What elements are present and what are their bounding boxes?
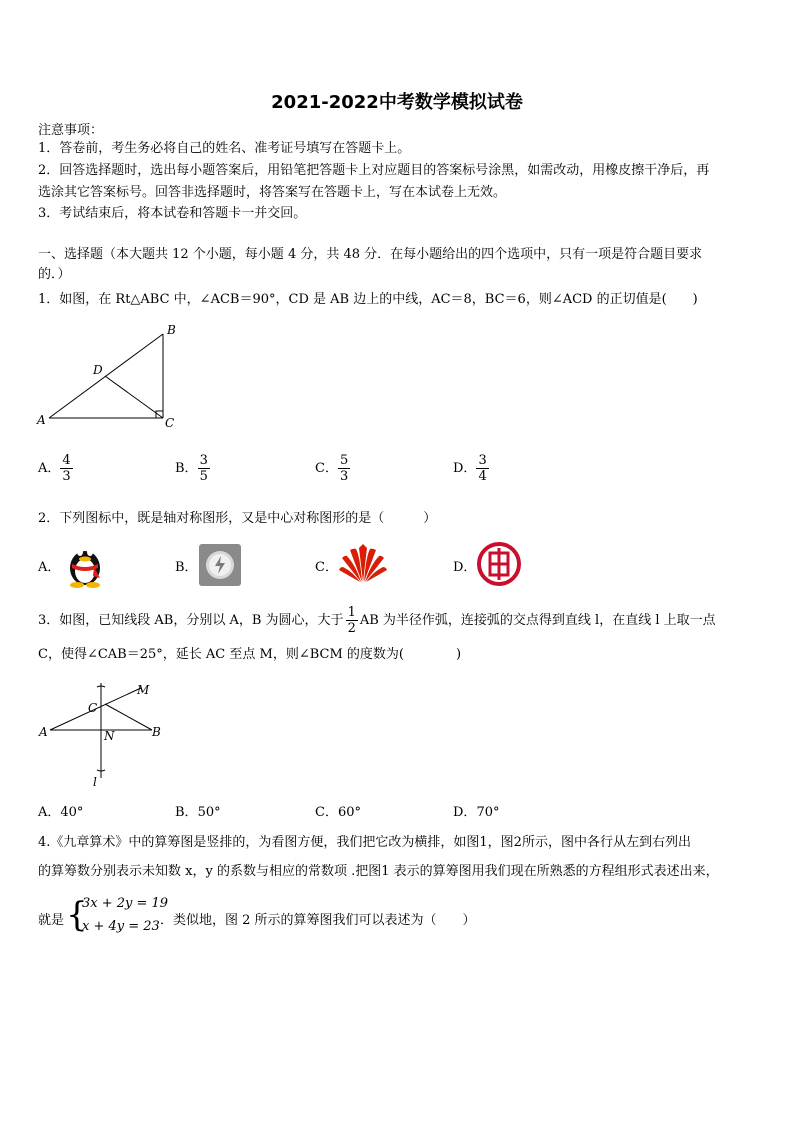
fig-label-b: B [167, 323, 176, 337]
section-heading: 一、选择题（本大题共 12 个小题，每小题 4 分，共 48 分．在每小题给出的四个选项中，只有一项是符合题目要求 [38, 247, 703, 262]
fig-label-a: A [39, 725, 48, 739]
page-title: 2021-2022中考数学模拟试卷 [271, 92, 523, 113]
question-2-text: 2．下列图标中，既是轴对称图形，又是中心对称图形的是（ ） [38, 511, 437, 526]
q2-option-d-label[interactable]: D． [453, 560, 477, 575]
fig-label-l: l [93, 775, 97, 789]
notice-item: 3．考试结束后，将本试卷和答题卡一并交回。 [38, 206, 307, 221]
power-disc-icon [198, 543, 242, 587]
fig-label-a: A [37, 413, 46, 427]
notice-heading: 注意事项： [38, 123, 104, 138]
q3-option-d[interactable]: D．70° [453, 805, 500, 820]
fig-label-n: N [104, 729, 115, 743]
q3-option-b[interactable]: B．50° [175, 805, 221, 820]
equation-2: x + 4y = 23 [82, 919, 160, 934]
section-heading-cont: 的．） [38, 267, 71, 282]
fig-label-c: C [88, 701, 98, 715]
fig-label-b: B [152, 725, 161, 739]
question-4-text-cont: 的算筹数分别表示未知数 x，y 的系数与相应的常数项 .把图1 表示的算筹图用我们现在所熟悉的方程组形式表述出来， [38, 864, 719, 879]
fig-label-d: D [93, 363, 103, 377]
q1-option-d[interactable]: D． $\frac{3}{4}$ [453, 453, 487, 484]
q3-option-c[interactable]: C．60° [315, 805, 361, 820]
q1-triangle-figure [35, 320, 185, 435]
fig-label-c: C [165, 416, 175, 430]
q2-option-a-label[interactable]: A． [38, 560, 61, 575]
question-3-text: 3．如图，已知线段 AB，分别以 A，B 为圆心，大于 $\frac{1}{2}$ AB 为半径作弧，连接弧的交点得到直线 l，在直线 l 上取一点 [38, 605, 716, 636]
equation-1: 3x + 2y = 19 [82, 896, 169, 911]
huawei-petals-icon [338, 542, 388, 584]
q1-option-c[interactable]: C． $\frac{5}{3}$ [315, 453, 349, 484]
notice-item: 2．回答选择题时，选出每小题答案后，用铅笔把答题卡上对应题目的答案标号涂黑，如需改动，用橡皮擦干净后，再 [38, 163, 710, 178]
q3-construction-figure [35, 678, 165, 793]
qq-penguin-icon [60, 538, 110, 588]
question-4-text: 4.《九章算术》中的算筹图是竖排的，为看图方便，我们把它改为横排，如图1，图2所示，图中各行从左到右列出 [38, 835, 691, 850]
q1-option-a[interactable]: A． $\frac{4}{3}$ [38, 453, 71, 484]
notice-item: 选涂其它答案标号。回答非选择题时，将答案写在答题卡上，写在本试卷上无效。 [38, 185, 507, 200]
icbc-bank-icon [476, 541, 522, 587]
q1-option-b[interactable]: B． $\frac{3}{5}$ [175, 453, 208, 484]
q2-option-b-label[interactable]: B． [175, 560, 198, 575]
fig-label-m: M [137, 683, 150, 697]
notice-item: 1．答卷前，考生务必将自己的姓名、准考证号填写在答题卡上。 [38, 141, 411, 156]
question-3-text-cont: C，使得∠CAB＝25°，延长 AC 至点 M，则∠BCM 的度数为( ) [38, 647, 462, 662]
q2-option-c-label[interactable]: C． [315, 560, 338, 575]
q3-option-a[interactable]: A．40° [38, 805, 84, 820]
question-1-text: 1．如图，在 Rt△ABC 中，∠ACB＝90°，CD 是 AB 边上的中线，AC＝8，BC＝6，则∠ACD 的正切值是( ) [38, 292, 698, 307]
